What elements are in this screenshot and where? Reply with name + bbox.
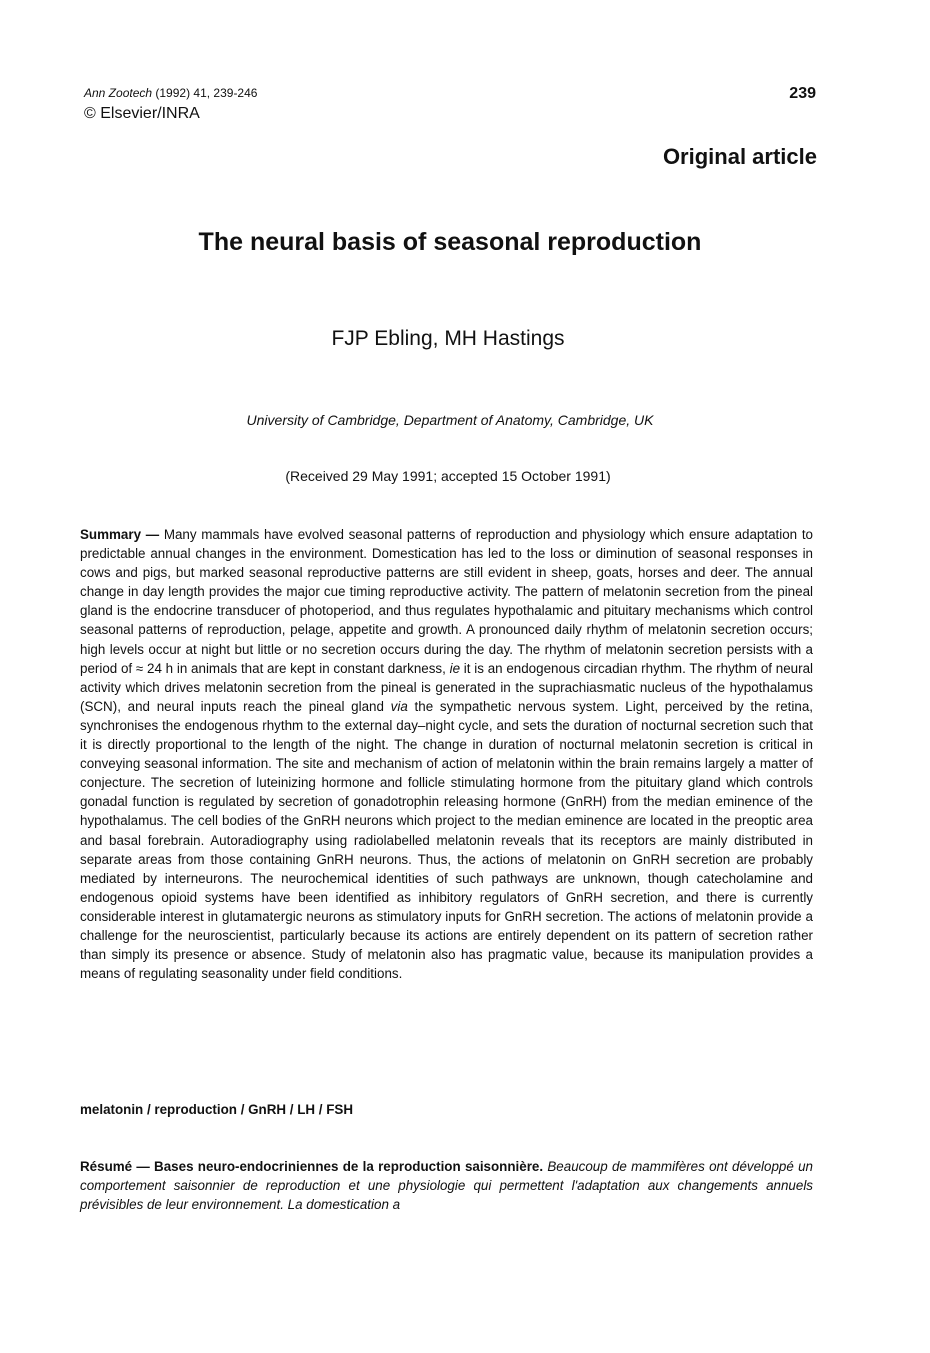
copyright-notice: © Elsevier/INRA <box>84 105 200 122</box>
journal-details: (1992) 41, 239-246 <box>152 86 258 100</box>
paper-title <box>0 226 930 258</box>
affiliation-text: University of Cambridge, Department of Anatomy, Cambridge, UK <box>246 412 654 428</box>
journal-name: Ann Zootech <box>84 86 153 100</box>
summary-text-part-1: Many mammals have evolved seasonal patterns of reproduction and physiology which ensure adaptation to predictable annual changes in the environment. Domestication has led to the loss or diminution of seasonal responses in cows and pigs, but marked seasonal reproductive patterns are still evident in sheep, goats, horses and deer. The annual change in day length provides the major cue timing reproductive activity. The pattern of melatonin secretion from the pineal gland is the endocrine transducer of photoperiod, and thus regulates hypothalamic and pituitary mechanisms which control seasonal patterns of reproduction, pelage, appetite and growth. A pronounced daily rhythm of melatonin secretion occurs; high levels occur at night but little or no secretion occurs during the day. The rhythm of melatonin secretion persists with a period of ≈ 24 h in animals that are kept in constant darkness, <box>80 527 813 676</box>
summary-paragraph <box>80 525 813 983</box>
summary-heading: Summary — <box>80 527 160 542</box>
resume-heading: Résumé — Bases neuro-endocriniennes de la reproduction saisonnière. <box>80 1159 544 1174</box>
journal-citation <box>84 86 257 101</box>
summary-text-part-3: the sympathetic nervous system. Light, perceived by the retina, synchronises the endogenous rhythm to the external day–night cycle, and sets the duration of nocturnal secretion such that it is directly proportional to the length of the night. The change in duration of nocturnal melatonin secretion is critical in conveying seasonal information. The site and mechanism of action of melatonin within the brain remains largely a matter of conjecture. The secretion of luteinizing hormone and follicle stimulating hormone from the pituitary gland which controls gonadal function is regulated by secretion of gonadotrophin releasing hormone (GnRH) from the median eminence of the hypothalamus. The cell bodies of the GnRH neurons which project to the median eminence are located in the preoptic area and basal forebrain. Autoradiography using radiolabelled melatonin reveals that its receptors are mainly distributed in separate areas from those containing GnRH neurons. Thus, the actions of melatonin on GnRH secretion are probably mediated by interneurons. The neurochemical identities of such pathways are unknown, though catecholamine and endogenous opioid systems have been identified as inhibitory regulators of GnRH secretion, and there is currently considerable interest in glutamatergic neurons as stimulatory inputs for GnRH secretion. The actions of melatonin provide a challenge for the neuroscientist, particularly because its actions are entirely dependent on its pattern of secretion rather than simply its presence or absence. Study of melatonin also has pragmatic value, because its manipulation provides a means of regulating seasonality under field conditions. <box>80 698 813 982</box>
page-number: 239 <box>789 85 816 102</box>
paper-title-text: The neural basis of seasonal reproduction <box>198 228 702 256</box>
article-type-label: Original article <box>662 144 817 169</box>
summary-ie: ie <box>449 660 461 676</box>
author-list <box>0 325 930 353</box>
keywords-line: melatonin / reproduction / GnRH / LH / FSH <box>80 1102 354 1117</box>
received-dates <box>0 467 930 485</box>
received-dates-text: (Received 29 May 1991; accepted 15 October 1991) <box>285 468 611 484</box>
summary-via: via <box>390 698 408 714</box>
affiliation <box>0 411 930 429</box>
resume-paragraph <box>80 1157 813 1214</box>
summary-text-part-2: it is an endogenous circadian rhythm. The rhythm of neural activity which drives melatonin secretion from the pineal is generated in the suprachiasmatic nucleus of the hypothalamus (SCN), and neural inputs reach the pineal gland <box>80 660 813 714</box>
author-list-text: FJP Ebling, MH Hastings <box>331 327 565 350</box>
resume-text: Beaucoup de mammifères ont développé un comportement saisonnier de reproduction et une physiologie qui permettent l'adaptation aux changements annuels prévisibles de leur environnement. La domestication a <box>80 1159 813 1213</box>
